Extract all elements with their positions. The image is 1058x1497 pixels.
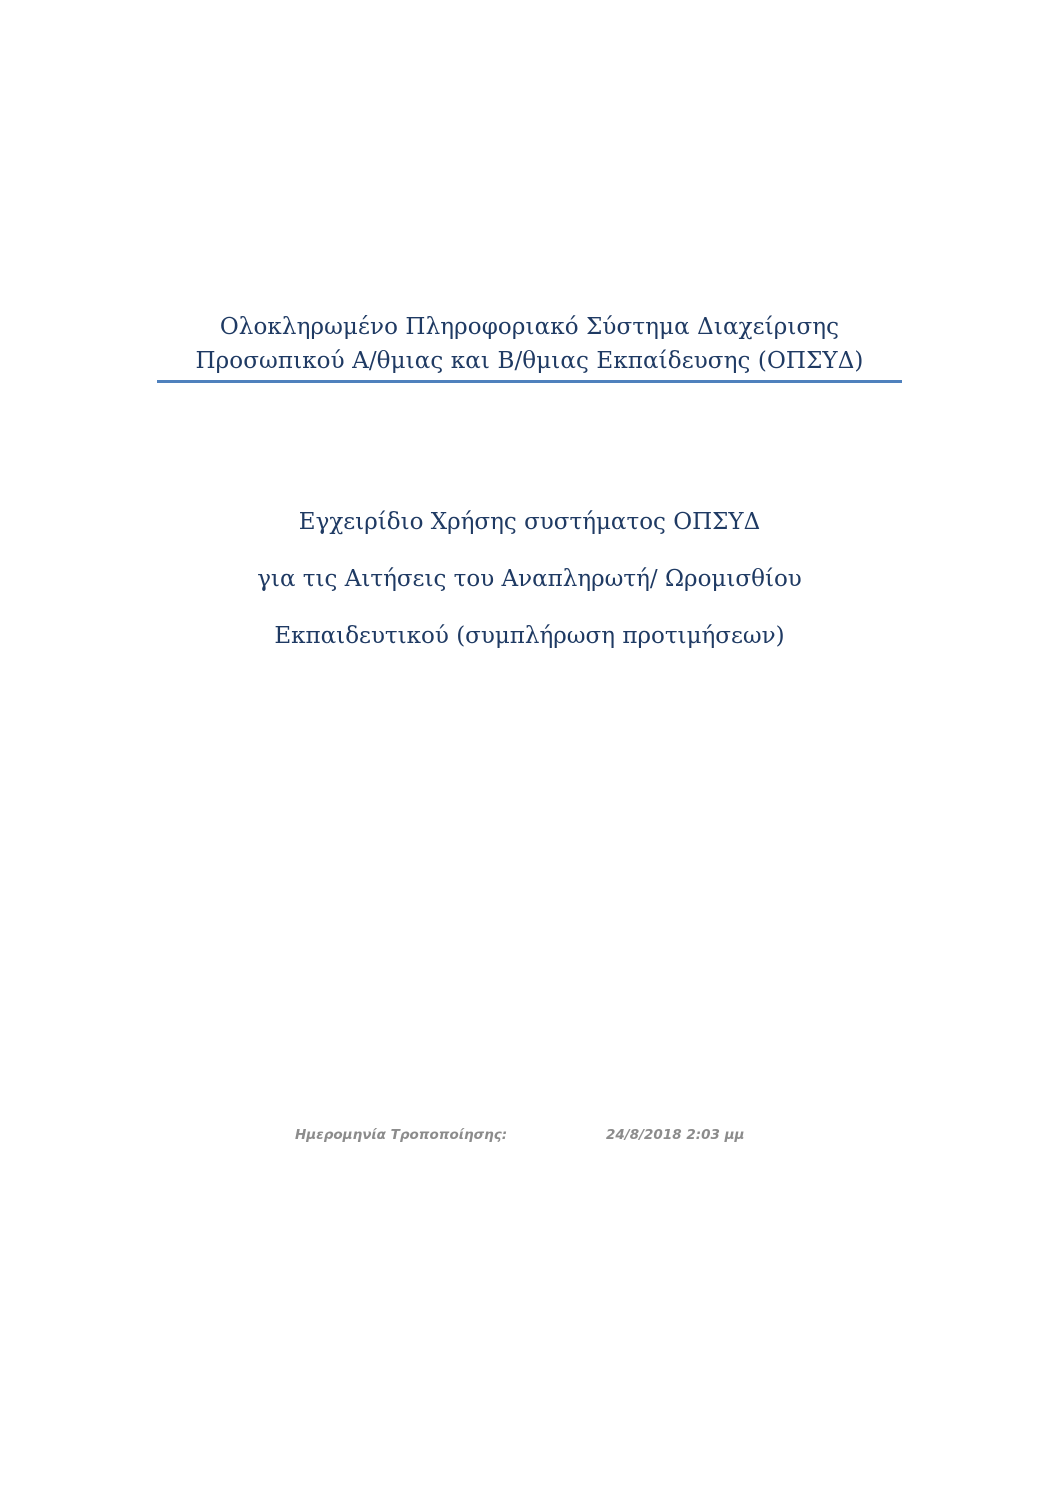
modification-date-value: 24/8/2018 2:03 μμ xyxy=(606,1127,745,1143)
modification-date-row xyxy=(0,1127,1058,1149)
document-title-line-3: Εκπαιδευτικού (συμπλήρωση προτιμήσεων) xyxy=(274,623,785,649)
modification-date-label: Ημερομηνία Τροποποίησης: xyxy=(295,1127,508,1143)
document-title xyxy=(157,502,902,673)
document-title-line-1: Εγχειρίδιο Χρήσης συστήματος ΟΠΣΥΔ xyxy=(298,509,761,535)
document-title-line-2: για τις Αιτήσεις του Αναπληρωτή/ Ωρομισθίου xyxy=(257,566,802,592)
title-divider xyxy=(157,380,902,383)
system-title xyxy=(157,310,902,378)
system-title-line-2: Προσωπικού Α/θμιας και Β/θμιας Εκπαίδευσης (ΟΠΣΥΔ) xyxy=(195,348,864,374)
system-title-line-1: Ολοκληρωμένο Πληροφοριακό Σύστημα Διαχείρισης xyxy=(219,314,840,340)
